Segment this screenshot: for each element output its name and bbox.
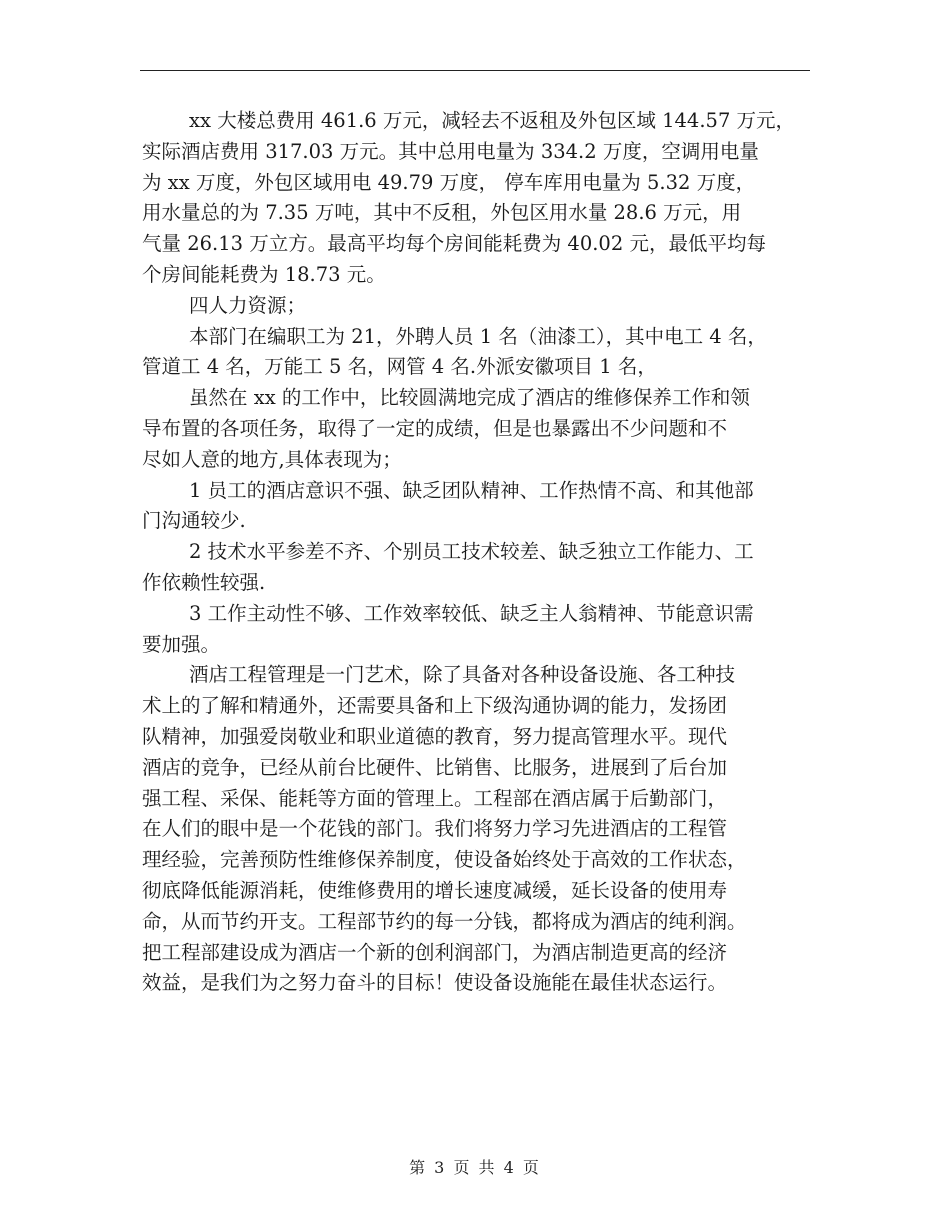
- paragraph-summary: [142, 383, 812, 475]
- header-rule: [140, 70, 810, 71]
- issue-item-2: [142, 537, 812, 599]
- text-line: 彻底降低能源消耗，使维修费用的增长速度减缓，延长设备的使用寿: [142, 878, 728, 902]
- text-line: 气量 26.13 万立方。最高平均每个房间能耗费为 40.02 元，最低平均每: [142, 232, 766, 256]
- page-number-footer: 第 3 页 共 4 页: [409, 1158, 541, 1177]
- text-line: 酒店工程管理是一门艺术，除了具备对各种设备设施、各工种技: [189, 663, 736, 687]
- issue-item-3: [142, 599, 812, 661]
- paragraph-conclusion: [142, 660, 812, 999]
- text-line: 管道工 4 名，万能工 5 名，网管 4 名.外派安徽项目 1 名，: [142, 355, 657, 379]
- text-line: 理经验，完善预防性维修保养制度，使设备始终处于高效的工作状态，: [142, 848, 747, 872]
- document-body: [142, 106, 812, 999]
- paragraph-energy-costs: [142, 106, 812, 291]
- text-line: 要加强。: [142, 632, 221, 656]
- text-line: 尽如人意的地方,具体表现为；: [142, 447, 402, 471]
- text-line: 把工程部建设成为酒店一个新的创利润部门，为酒店制造更高的经济: [142, 940, 728, 964]
- issue-item-1: [142, 476, 812, 538]
- text-line: 实际酒店费用 317.03 万元。其中总用电量为 334.2 万度，空调用电量: [142, 139, 759, 163]
- text-line: 队精神，加强爱岗敬业和职业道德的教育，努力提高管理水平。现代: [142, 724, 728, 748]
- text-line: 门沟通较少.: [142, 509, 246, 533]
- text-line: 效益，是我们为之努力奋斗的目标！使设备设施能在最佳状态运行。: [142, 971, 728, 995]
- text-line: 术上的了解和精通外，还需要具备和上下级沟通协调的能力，发扬团: [142, 694, 728, 718]
- text-line: 虽然在 xx 的工作中，比较圆满地完成了酒店的维修保养工作和领: [189, 386, 750, 410]
- text-line: 作依赖性较强.: [142, 570, 266, 594]
- text-line: 3 工作主动性不够、工作效率较低、缺乏主人翁精神、节能意识需: [189, 601, 754, 625]
- paragraph-staffing: [142, 322, 812, 384]
- text-line: 2 技术水平参差不齐、个别员工技术较差、缺乏独立工作能力、工: [189, 540, 754, 564]
- section-heading-human-resources: [142, 291, 812, 322]
- text-line: 导布置的各项任务，取得了一定的成绩，但是也暴露出不少问题和不: [142, 416, 728, 440]
- text-line: 用水量总的为 7.35 万吨，其中不反租，外包区用水量 28.6 万元，用: [142, 201, 742, 225]
- text-line: 本部门在编职工为 21，外聘人员 1 名（油漆工），其中电工 4 名，: [189, 324, 767, 348]
- text-line: xx 大楼总费用 461.6 万元，减轻去不返租及外包区域 144.57 万元，: [189, 109, 796, 132]
- text-line: 在人们的眼中是一个花钱的部门。我们将努力学习先进酒店的工程管: [142, 817, 728, 841]
- text-line: 个房间能耗费为 18.73 元。: [142, 262, 386, 286]
- text-line: 四人力资源；: [189, 293, 307, 317]
- text-line: 命，从而节约开支。工程部节约的每一分钱，都将成为酒店的纯利润。: [142, 909, 747, 933]
- text-line: 酒店的竞争，已经从前台比硬件、比销售、比服务，进展到了后台加: [142, 755, 728, 779]
- text-line: 为 xx 万度，外包区域用电 49.79 万度， 停车库用电量为 5.32 万度，: [142, 170, 756, 194]
- text-line: 强工程、采保、能耗等方面的管理上。工程部在酒店属于后勤部门，: [142, 786, 728, 810]
- text-line: 1 员工的酒店意识不强、缺乏团队精神、工作热情不高、和其他部: [189, 478, 754, 502]
